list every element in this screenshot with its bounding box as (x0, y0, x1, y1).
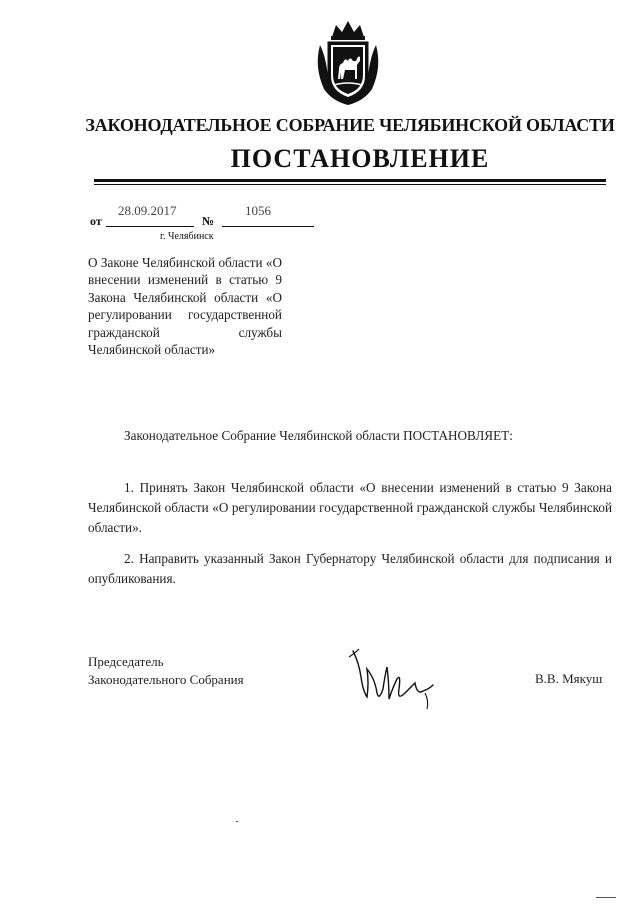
number-label: № (202, 214, 215, 228)
header-rule-thin (94, 184, 606, 185)
document-type-title: ПОСТАНОВЛЕНИЕ (230, 144, 490, 173)
preamble: Законодательное Собрание Челябинской области ПОСТАНОВЛЯЕТ: (124, 428, 513, 443)
coat-of-arms-emblem (312, 17, 384, 109)
resolution-item-1-block (88, 478, 612, 538)
resolution-item: 1. Принять Закон Челябинской области «О внесении изменений в статью 9 Закона Челябинской области «О регулировании государственной гражданской службы Челябинской области». (88, 480, 612, 535)
signatory-title-line1: Председатель (88, 654, 164, 669)
signatory-title (88, 653, 244, 689)
handwritten-signature (345, 643, 440, 713)
scan-speck (596, 897, 616, 898)
organization-name: ЗАКОНОДАТЕЛЬНОЕ СОБРАНИЕ ЧЕЛЯБИНСКОЙ ОБЛАСТИ (85, 115, 615, 135)
date-line (106, 226, 194, 227)
registration-block (90, 203, 330, 243)
resolution-item-2-block (88, 549, 612, 589)
scan-speck (236, 821, 238, 822)
document-number: 1056 (245, 203, 271, 218)
from-label: от (90, 214, 102, 228)
signatory-name: В.В. Мякуш (535, 671, 603, 686)
signatory-title-line2: Законодательного Собрания (88, 672, 244, 687)
resolution-item: 2. Направить указанный Закон Губернатору Челябинской области для подписания и опубликования. (88, 551, 612, 586)
header-rule-thick (94, 179, 606, 182)
document-subject: О Законе Челябинской области «О внесении изменений в статью 9 Закона Челябинской области «О регулировании государственной гражданской службы Челябинской области» (88, 255, 282, 358)
city: г. Челябинск (160, 231, 214, 242)
number-line (222, 226, 314, 227)
document-date: 28.09.2017 (118, 203, 177, 218)
